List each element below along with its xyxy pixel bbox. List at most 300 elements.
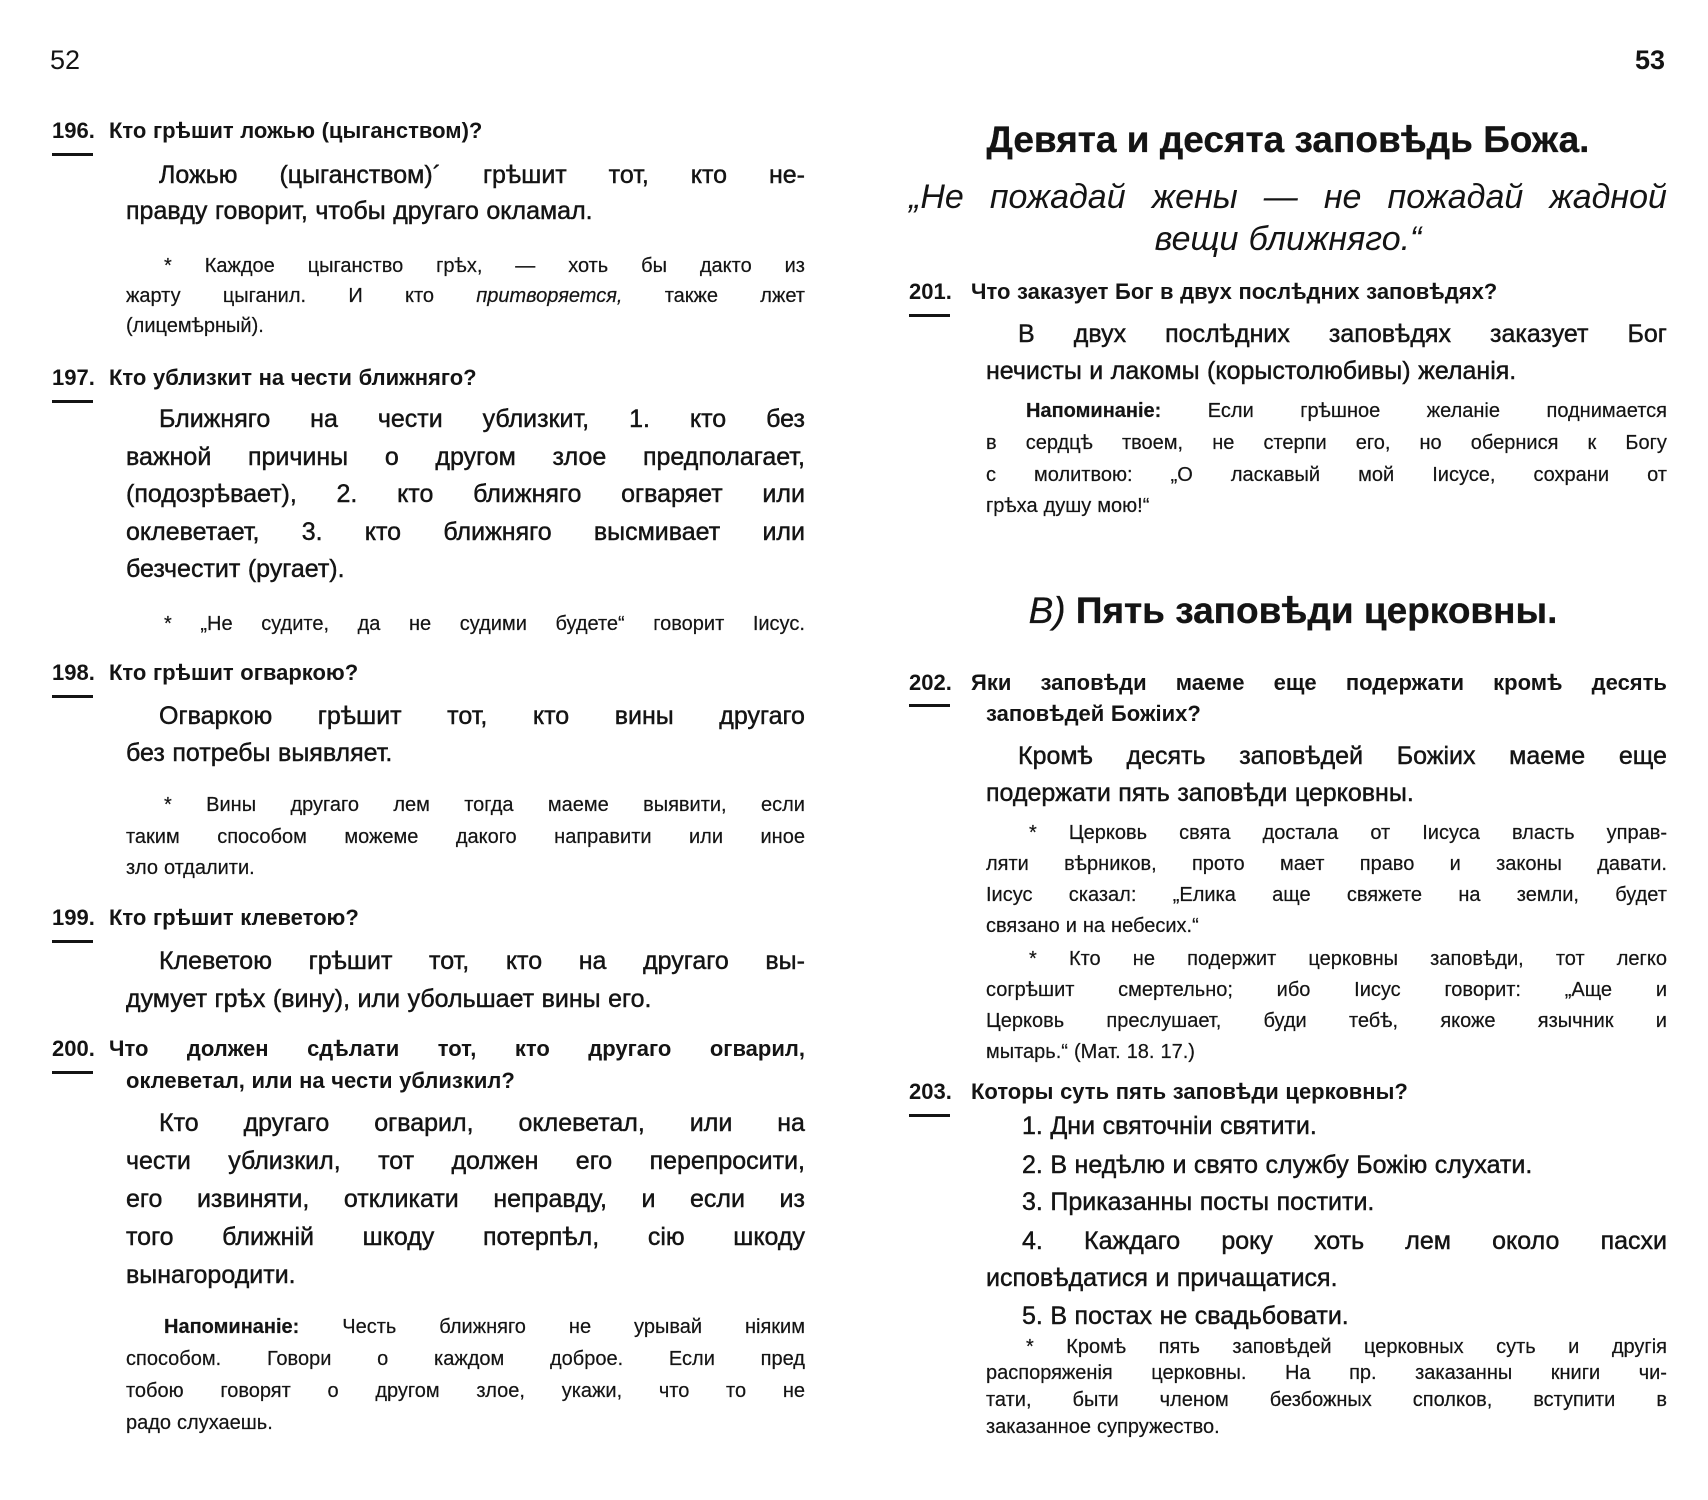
text-line bbox=[126, 476, 805, 514]
text-line bbox=[1018, 316, 1667, 353]
word: постах bbox=[1074, 1302, 1153, 1330]
word: членом bbox=[1159, 1389, 1229, 1412]
word: * bbox=[1029, 821, 1037, 844]
word: грѣшит bbox=[152, 118, 234, 143]
text-line bbox=[986, 1360, 1667, 1387]
text-line bbox=[126, 311, 805, 341]
word: (вину), bbox=[272, 985, 351, 1013]
word: злое bbox=[552, 442, 607, 471]
word: сердцѣ bbox=[1025, 431, 1093, 454]
word: но bbox=[1419, 431, 1442, 454]
text-line bbox=[986, 880, 1667, 911]
word: жадной bbox=[1549, 178, 1667, 216]
word: его, bbox=[1355, 431, 1391, 454]
word: около bbox=[1492, 1227, 1560, 1255]
word: что bbox=[658, 1380, 690, 1402]
word: заповѣдей bbox=[1239, 741, 1364, 770]
word: „Не bbox=[200, 613, 233, 635]
word: слухаешь. bbox=[177, 1412, 273, 1434]
note-block bbox=[126, 251, 805, 341]
word: причины bbox=[247, 442, 349, 471]
word: Честь bbox=[342, 1316, 397, 1338]
word: огваряет bbox=[621, 480, 723, 509]
word: от bbox=[1370, 821, 1391, 844]
word: молитвою: bbox=[1034, 463, 1133, 486]
word: душу bbox=[1043, 495, 1092, 518]
text-line bbox=[986, 775, 1667, 812]
text-line bbox=[126, 514, 805, 552]
text-line bbox=[986, 428, 1667, 460]
word: в bbox=[1656, 1389, 1667, 1412]
word: Огваркою bbox=[159, 701, 273, 730]
word: церковны. bbox=[1294, 778, 1414, 807]
word: и bbox=[1568, 1335, 1580, 1358]
word: послѣдних bbox=[1165, 319, 1290, 348]
word: тот bbox=[378, 1147, 415, 1175]
word: право bbox=[1359, 852, 1415, 875]
word: суть bbox=[1496, 1335, 1536, 1358]
list-item bbox=[1022, 1183, 1667, 1221]
word: или bbox=[689, 1109, 733, 1137]
word: сію bbox=[647, 1223, 685, 1251]
text-line bbox=[986, 698, 1667, 729]
word: кто bbox=[689, 405, 727, 434]
word: тот, bbox=[608, 161, 649, 189]
word: высмивает bbox=[593, 517, 721, 546]
word: десять bbox=[1126, 741, 1206, 770]
word: законы bbox=[1496, 852, 1562, 875]
question-203 bbox=[909, 1076, 1667, 1108]
word: легко bbox=[1616, 947, 1667, 970]
word: В bbox=[1050, 1302, 1068, 1330]
epigraph-line bbox=[909, 176, 1667, 218]
answer-block bbox=[986, 738, 1667, 812]
word: свята bbox=[1179, 821, 1231, 844]
word: безчестит bbox=[126, 555, 241, 584]
note-block bbox=[986, 1334, 1667, 1441]
word: тогда bbox=[464, 794, 514, 817]
word: безбожных bbox=[1269, 1389, 1372, 1412]
word: Кто bbox=[109, 905, 147, 930]
word: 5. bbox=[1022, 1302, 1043, 1330]
word: или bbox=[251, 1068, 293, 1093]
word: на bbox=[299, 1068, 325, 1093]
word: кто bbox=[505, 947, 543, 975]
word: хоть bbox=[1314, 1227, 1365, 1255]
word: цыганил. bbox=[222, 285, 307, 307]
word: ласкавый bbox=[1230, 463, 1321, 486]
word: ублизкил? bbox=[399, 1068, 515, 1093]
word: 2. bbox=[336, 480, 358, 509]
word: и bbox=[1449, 852, 1461, 875]
word: направити bbox=[554, 825, 652, 848]
word: Приказанны bbox=[1050, 1188, 1193, 1216]
text-line bbox=[159, 1104, 805, 1142]
word: аще bbox=[1272, 883, 1311, 906]
text-line bbox=[1029, 944, 1667, 975]
word: нечисты bbox=[986, 356, 1082, 385]
note-block bbox=[126, 609, 805, 639]
word: маеме bbox=[1509, 741, 1586, 770]
word: Церковь bbox=[986, 1009, 1065, 1032]
question-198 bbox=[52, 657, 805, 689]
word: Божію bbox=[1356, 1151, 1428, 1179]
word: * bbox=[164, 794, 172, 817]
word: пять bbox=[1115, 1079, 1167, 1104]
word: на bbox=[1082, 914, 1106, 937]
text-line bbox=[159, 698, 805, 735]
word: небесих.“ bbox=[1111, 914, 1199, 937]
question-number: 196. bbox=[52, 115, 95, 147]
word: ублизкит, bbox=[482, 405, 590, 434]
word: * bbox=[1026, 1335, 1034, 1358]
word: о bbox=[384, 442, 399, 471]
word: говорят bbox=[220, 1380, 291, 1402]
text-line bbox=[159, 401, 805, 439]
word: лем bbox=[393, 794, 430, 817]
word: Кто bbox=[109, 660, 147, 685]
word: * bbox=[164, 255, 172, 277]
page-number: 53 bbox=[1634, 45, 1665, 75]
word: Кто bbox=[1068, 947, 1101, 970]
word: каждом bbox=[434, 1348, 505, 1370]
word: чтобы bbox=[315, 197, 386, 225]
text-line bbox=[126, 980, 805, 1018]
word: другом bbox=[375, 1380, 440, 1402]
question-201 bbox=[909, 276, 1667, 308]
word: еще bbox=[1273, 669, 1317, 695]
word: (цыганством)´ bbox=[279, 161, 442, 189]
section-heading bbox=[909, 589, 1677, 633]
word: урывай bbox=[634, 1316, 703, 1338]
word: грѣшит bbox=[317, 701, 402, 730]
text-line bbox=[1026, 396, 1667, 428]
word: и bbox=[1655, 1009, 1667, 1032]
word: „О bbox=[1170, 463, 1193, 486]
word: пр. bbox=[1349, 1362, 1377, 1385]
word: шкоду bbox=[733, 1223, 805, 1251]
text-line bbox=[126, 1142, 805, 1180]
word: потребы bbox=[172, 738, 271, 767]
word: постити. bbox=[1276, 1188, 1375, 1216]
word: достала bbox=[1262, 821, 1339, 844]
word: согрѣшит bbox=[986, 978, 1075, 1001]
word: тот, bbox=[437, 1036, 477, 1061]
question-202 bbox=[909, 667, 1667, 729]
word: заказанное bbox=[986, 1415, 1092, 1438]
word: или bbox=[762, 517, 805, 546]
word: вины bbox=[541, 985, 601, 1013]
word: пожадай bbox=[1387, 178, 1524, 216]
word: кто bbox=[397, 480, 434, 509]
text-line bbox=[126, 822, 805, 854]
page-number: 52 bbox=[50, 45, 81, 75]
answer-block bbox=[126, 942, 805, 1018]
list-item bbox=[1022, 1297, 1667, 1335]
word: ближняго bbox=[473, 480, 582, 509]
word: другаго bbox=[643, 947, 729, 975]
word: мытарь.“ bbox=[986, 1040, 1068, 1063]
text-line bbox=[126, 439, 805, 477]
word: заказует bbox=[1490, 319, 1589, 348]
word: желанія. bbox=[1418, 356, 1517, 385]
word: не bbox=[1159, 1302, 1188, 1330]
word: кто bbox=[532, 701, 570, 730]
word: и bbox=[641, 1185, 656, 1213]
word: Каждаго bbox=[1084, 1227, 1181, 1255]
word: не bbox=[1132, 947, 1155, 970]
word: оклеветал, bbox=[518, 1109, 645, 1137]
note-block bbox=[986, 944, 1667, 1068]
word: кромѣ bbox=[1493, 669, 1563, 695]
word: преслушает, bbox=[1106, 1009, 1222, 1032]
word: — bbox=[515, 255, 536, 277]
word: цыганство bbox=[307, 255, 404, 277]
word: 4. bbox=[1022, 1227, 1043, 1255]
text-line bbox=[164, 251, 805, 281]
word: Іисус. bbox=[752, 613, 805, 635]
word: (корыстолюбивы) bbox=[1207, 356, 1411, 385]
word: прото bbox=[1191, 852, 1245, 875]
word: ближняго.“ bbox=[1248, 220, 1422, 258]
word: жарту bbox=[126, 285, 181, 307]
word: кто bbox=[690, 161, 728, 189]
word: важной bbox=[126, 442, 212, 471]
text-line bbox=[126, 281, 805, 311]
word: не bbox=[782, 1380, 805, 1402]
question-number: 202. bbox=[909, 667, 952, 698]
word: другаго bbox=[719, 701, 805, 730]
word: и bbox=[1172, 1151, 1187, 1179]
word: ибо bbox=[1276, 978, 1311, 1001]
word: на bbox=[310, 405, 338, 434]
text-line bbox=[126, 735, 805, 772]
word: (лицемѣрный). bbox=[126, 315, 264, 337]
word: должен bbox=[186, 1036, 269, 1061]
answer-block bbox=[126, 157, 805, 229]
text-line bbox=[1018, 738, 1667, 775]
word: Что bbox=[971, 279, 1011, 304]
word: двух bbox=[1180, 279, 1232, 304]
word: радо bbox=[126, 1412, 172, 1434]
text-line bbox=[109, 657, 805, 689]
word: Іисусе, bbox=[1432, 463, 1496, 486]
word: року bbox=[1221, 1227, 1273, 1255]
word: причащатися. bbox=[1176, 1264, 1338, 1292]
word: десять bbox=[1591, 669, 1667, 695]
word: того bbox=[126, 1223, 174, 1251]
word: еще bbox=[1618, 741, 1667, 770]
word: „Аще bbox=[1564, 978, 1613, 1001]
word: в bbox=[986, 431, 997, 454]
word: — bbox=[1263, 178, 1298, 216]
word: службу bbox=[1265, 1151, 1349, 1179]
word: супружество. bbox=[1097, 1415, 1220, 1438]
text-line bbox=[971, 276, 1667, 308]
answer-block bbox=[126, 401, 805, 589]
text-line bbox=[109, 902, 805, 934]
word: способом bbox=[217, 825, 307, 848]
word: грѣшит bbox=[482, 161, 567, 189]
text-line bbox=[126, 1375, 805, 1407]
word: 17.) bbox=[1160, 1040, 1195, 1063]
text-line bbox=[159, 942, 805, 980]
text-line bbox=[986, 911, 1667, 942]
word: откликати bbox=[343, 1185, 459, 1213]
text-line bbox=[986, 353, 1667, 390]
word: другаго bbox=[290, 794, 359, 817]
word: и bbox=[1065, 914, 1077, 937]
word: кто bbox=[404, 285, 435, 307]
answer-block bbox=[126, 698, 805, 772]
word: вынагородити. bbox=[126, 1261, 296, 1289]
word: выявити, bbox=[643, 794, 727, 817]
text-line bbox=[986, 491, 1667, 523]
word: Іисус bbox=[986, 883, 1033, 906]
word: Вины bbox=[206, 794, 257, 817]
word: не bbox=[1323, 178, 1362, 216]
word: Если bbox=[668, 1348, 715, 1370]
word: Которы bbox=[971, 1079, 1054, 1104]
word: зло bbox=[126, 857, 158, 880]
word: другаго bbox=[393, 197, 479, 225]
word: заповѣдях? bbox=[1366, 279, 1498, 304]
word: без bbox=[766, 405, 805, 434]
word: связано bbox=[986, 914, 1060, 937]
word: ублизкил, bbox=[228, 1147, 341, 1175]
note-block bbox=[126, 1311, 805, 1439]
word: распоряженія bbox=[986, 1362, 1113, 1385]
word: лжет bbox=[760, 285, 805, 307]
word: вы- bbox=[765, 947, 805, 975]
text-line bbox=[126, 551, 805, 589]
word: вѣрников, bbox=[1064, 852, 1157, 875]
word: мою!“ bbox=[1097, 495, 1150, 518]
word: если bbox=[690, 1185, 745, 1213]
word: о bbox=[327, 1380, 339, 1402]
word: без bbox=[126, 738, 165, 767]
list-item bbox=[1022, 1222, 1667, 1260]
section-letter: B) bbox=[1028, 590, 1066, 631]
word: Кромѣ bbox=[1018, 741, 1093, 770]
word: тот, bbox=[447, 701, 488, 730]
word: говорит: bbox=[1444, 978, 1521, 1001]
word: заповѣдей bbox=[1232, 1335, 1332, 1358]
word: извиняти, bbox=[196, 1185, 310, 1213]
word: сохрани bbox=[1533, 463, 1610, 486]
word: твоем, bbox=[1121, 431, 1184, 454]
text-line bbox=[971, 667, 1667, 698]
word: посты bbox=[1199, 1188, 1270, 1216]
list-item bbox=[986, 1259, 1667, 1297]
word: ляти bbox=[986, 852, 1029, 875]
word: заповѣди bbox=[1172, 1079, 1279, 1104]
word: (ругает). bbox=[247, 555, 345, 584]
word: Ложью bbox=[159, 161, 238, 189]
word: Божіих bbox=[1396, 741, 1476, 770]
question-number: 199. bbox=[52, 902, 95, 934]
word: неправду, bbox=[493, 1185, 607, 1213]
list-item bbox=[1022, 1107, 1667, 1145]
word: желаніе bbox=[1426, 400, 1500, 423]
word: Кромѣ bbox=[1066, 1335, 1127, 1358]
text-line bbox=[126, 193, 805, 229]
word: правду bbox=[126, 197, 208, 225]
word: ближній bbox=[222, 1223, 314, 1251]
word: В bbox=[1018, 319, 1035, 348]
section-title: Пять заповѣди церковны. bbox=[1075, 590, 1558, 631]
word: о bbox=[377, 1348, 389, 1370]
text-line bbox=[986, 1387, 1667, 1414]
word: якоже bbox=[1440, 1009, 1496, 1032]
word: иное bbox=[760, 825, 805, 848]
word: 1. bbox=[629, 405, 650, 434]
word: тот, bbox=[429, 947, 470, 975]
word: лем bbox=[1405, 1227, 1451, 1255]
word: да bbox=[357, 613, 381, 635]
chapter-title: Девята и десята заповѣдь Божа. bbox=[986, 119, 1590, 160]
word: и bbox=[1089, 356, 1104, 385]
word: недѣлю bbox=[1074, 1151, 1165, 1179]
word: маеме bbox=[1175, 669, 1245, 695]
word: давати. bbox=[1597, 852, 1667, 875]
word: мой bbox=[1358, 463, 1395, 486]
word: или bbox=[357, 985, 401, 1013]
word: таким bbox=[126, 825, 180, 848]
word: пять bbox=[1158, 1335, 1200, 1358]
word: окламал. bbox=[486, 197, 593, 225]
word: Яки bbox=[971, 669, 1012, 695]
word: заповѣдях bbox=[1328, 319, 1451, 348]
text-line bbox=[126, 853, 805, 885]
word: чести bbox=[377, 405, 443, 434]
word: Церковь bbox=[1068, 821, 1148, 844]
question-number: 197. bbox=[52, 362, 95, 394]
word: Бог bbox=[1115, 279, 1154, 304]
word: пять bbox=[1118, 778, 1170, 807]
text-line bbox=[1026, 1334, 1667, 1361]
answer-block bbox=[126, 1104, 805, 1294]
word: чести bbox=[126, 1147, 191, 1175]
question-196 bbox=[52, 115, 805, 147]
word: или bbox=[762, 480, 805, 509]
word: язычник bbox=[1537, 1009, 1614, 1032]
word: заказует bbox=[1016, 279, 1109, 304]
word: Каждое bbox=[204, 255, 275, 277]
word: церковны. bbox=[1151, 1362, 1247, 1385]
question-200 bbox=[52, 1033, 805, 1097]
list-item bbox=[1022, 1146, 1667, 1184]
word: пасхи bbox=[1600, 1227, 1667, 1255]
word: церковных bbox=[1363, 1335, 1464, 1358]
word: вины bbox=[614, 701, 674, 730]
word: буди bbox=[1263, 1009, 1307, 1032]
text-line bbox=[986, 975, 1667, 1006]
word: * bbox=[1029, 947, 1037, 970]
word: подержит bbox=[1187, 947, 1277, 970]
word: клеветою? bbox=[240, 905, 359, 930]
word: управ- bbox=[1606, 821, 1667, 844]
word: заказанны bbox=[1415, 1362, 1513, 1385]
word: Іисус bbox=[1354, 978, 1401, 1001]
word: суть bbox=[1060, 1079, 1110, 1104]
text-line bbox=[126, 1218, 805, 1256]
text-line bbox=[986, 1037, 1667, 1068]
word: шкоду bbox=[362, 1223, 435, 1251]
word: также bbox=[664, 285, 719, 307]
word: предполагает, bbox=[642, 442, 805, 471]
word: другія bbox=[1611, 1335, 1667, 1358]
